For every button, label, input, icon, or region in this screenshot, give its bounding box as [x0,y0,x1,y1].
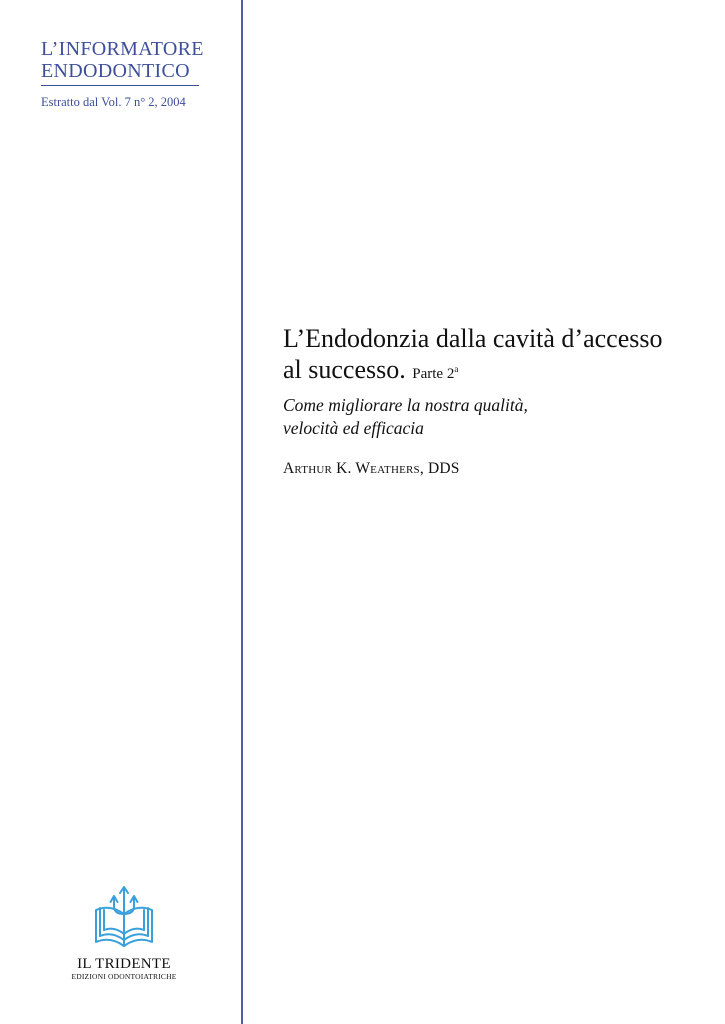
article-part-label [412,366,458,382]
journal-masthead [41,38,204,110]
publisher-subtitle: EDIZIONI ODONTOIATRICHE [71,972,177,981]
article-part-suffix: a [454,364,459,374]
trident-book-logo-icon [88,884,160,952]
journal-name-line1: L’INFORMATORE [41,38,204,60]
article-subtitle-line1: Come migliorare la nostra qualità, [283,395,528,415]
article-subtitle-line2: velocità ed efficacia [283,418,424,438]
sidebar-divider [241,0,243,1024]
journal-extract-info: Estratto dal Vol. 7 n° 2, 2004 [41,95,186,109]
publisher-block [64,884,184,981]
article-part-text: Parte 2 [412,366,455,382]
journal-name-line2: ENDODONTICO [41,60,190,82]
article-subtitle [283,394,703,440]
journal-underline [41,85,199,86]
article-heading [283,323,703,478]
publisher-name: IL TRIDENTE [77,956,171,972]
article-title-line1: L’Endodonzia dalla cavità d’accesso [283,324,663,353]
article-title-line2-text: al successo. [283,355,406,384]
article-author: Arthur K. Weathers, DDS [283,460,460,477]
article-title-line2 [283,354,703,390]
